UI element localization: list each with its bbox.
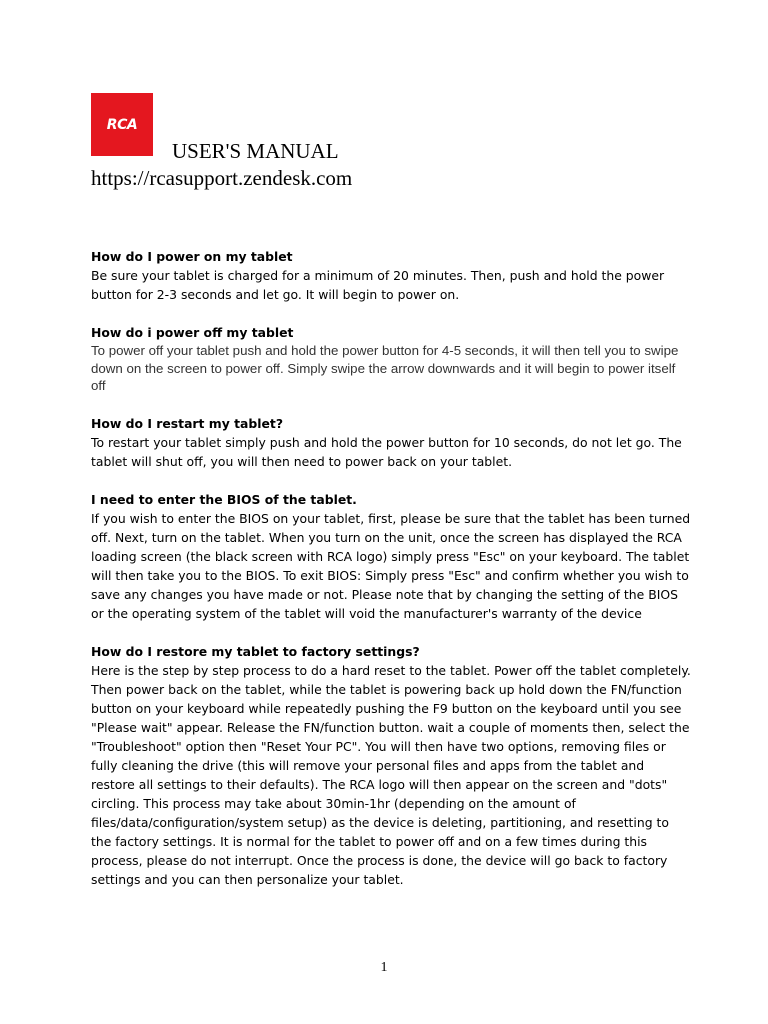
section-factory-reset	[91, 642, 691, 889]
section-body: If you wish to enter the BIOS on your tablet, first, please be sure that the tablet has been turned off. Next, turn on the tablet. When you turn on the unit, once the screen has displayed the RCA loading screen (the black screen with RCA logo) simply press "Esc" on your keyboard. The tablet will then take you to the BIOS. To exit BIOS: Simply press "Esc" and confirm whether you wish to save any changes you have made or not. Please note that by changing the setting of the BIOS or the operating system of the tablet will void the manufacturer's warranty of the device	[91, 510, 691, 621]
page-number: 1	[380, 960, 388, 975]
section-body: Here is the step by step process to do a hard reset to the tablet. Power off the tablet completely. Then power back on the tablet, while the tablet is powering back up hold down the FN/function button on your keyboard while repeatedly pushing the F9 button on the keyboard until you see "Please wait" appear. Release the FN/function button. wait a couple of moments then, select the "Troubleshoot" option then "Reset Your PC". You will then have two options, removing files or fully cleaning the drive (this will remove your personal files and apps from the tablet and restore all settings to their defaults). The RCA logo will then appear on the screen and "dots" circling. This process may take about 30min-1hr (depending on the amount of files/data/configuration/system setup) as the device is deleting, partitioning, and resetting to the factory settings. It is normal for the tablet to power off and on a few times during this process, please do not interrupt. Once the process is done, the device will go back to factory settings and you can then personalize your tablet.	[91, 662, 691, 887]
section-body: To power off your tablet push and hold the power button for 4-5 seconds, it will then tell you to swipe down on the screen to power off. Simply swipe the arrow downwards and it will begin to power itself off	[91, 343, 679, 393]
section-heading: I need to enter the BIOS of the tablet.	[91, 491, 357, 507]
section-heading: How do I restart my tablet?	[91, 415, 284, 431]
section-heading: How do I restore my tablet to factory settings?	[91, 643, 420, 659]
document-title: USER'S MANUAL	[172, 139, 339, 163]
section-body: Be sure your tablet is charged for a minimum of 20 minutes. Then, push and hold the power button for 2-3 seconds and let go. It will begin to power on.	[91, 268, 665, 302]
section-power-off	[91, 323, 691, 395]
support-url[interactable]: https://rcasupport.zendesk.com	[91, 166, 353, 190]
section-power-on	[91, 247, 691, 304]
section-bios	[91, 490, 691, 623]
section-body: To restart your tablet simply push and hold the power button for 10 seconds, do not let go. The tablet will shut off, you will then need to power back on your tablet.	[91, 434, 682, 469]
document-content	[91, 247, 691, 908]
section-heading: How do i power off my tablet	[91, 325, 294, 340]
section-heading: How do I power on my tablet	[91, 249, 293, 264]
rca-logo	[91, 93, 153, 156]
section-restart	[91, 414, 691, 471]
rca-logo-text: RCA	[106, 116, 138, 133]
